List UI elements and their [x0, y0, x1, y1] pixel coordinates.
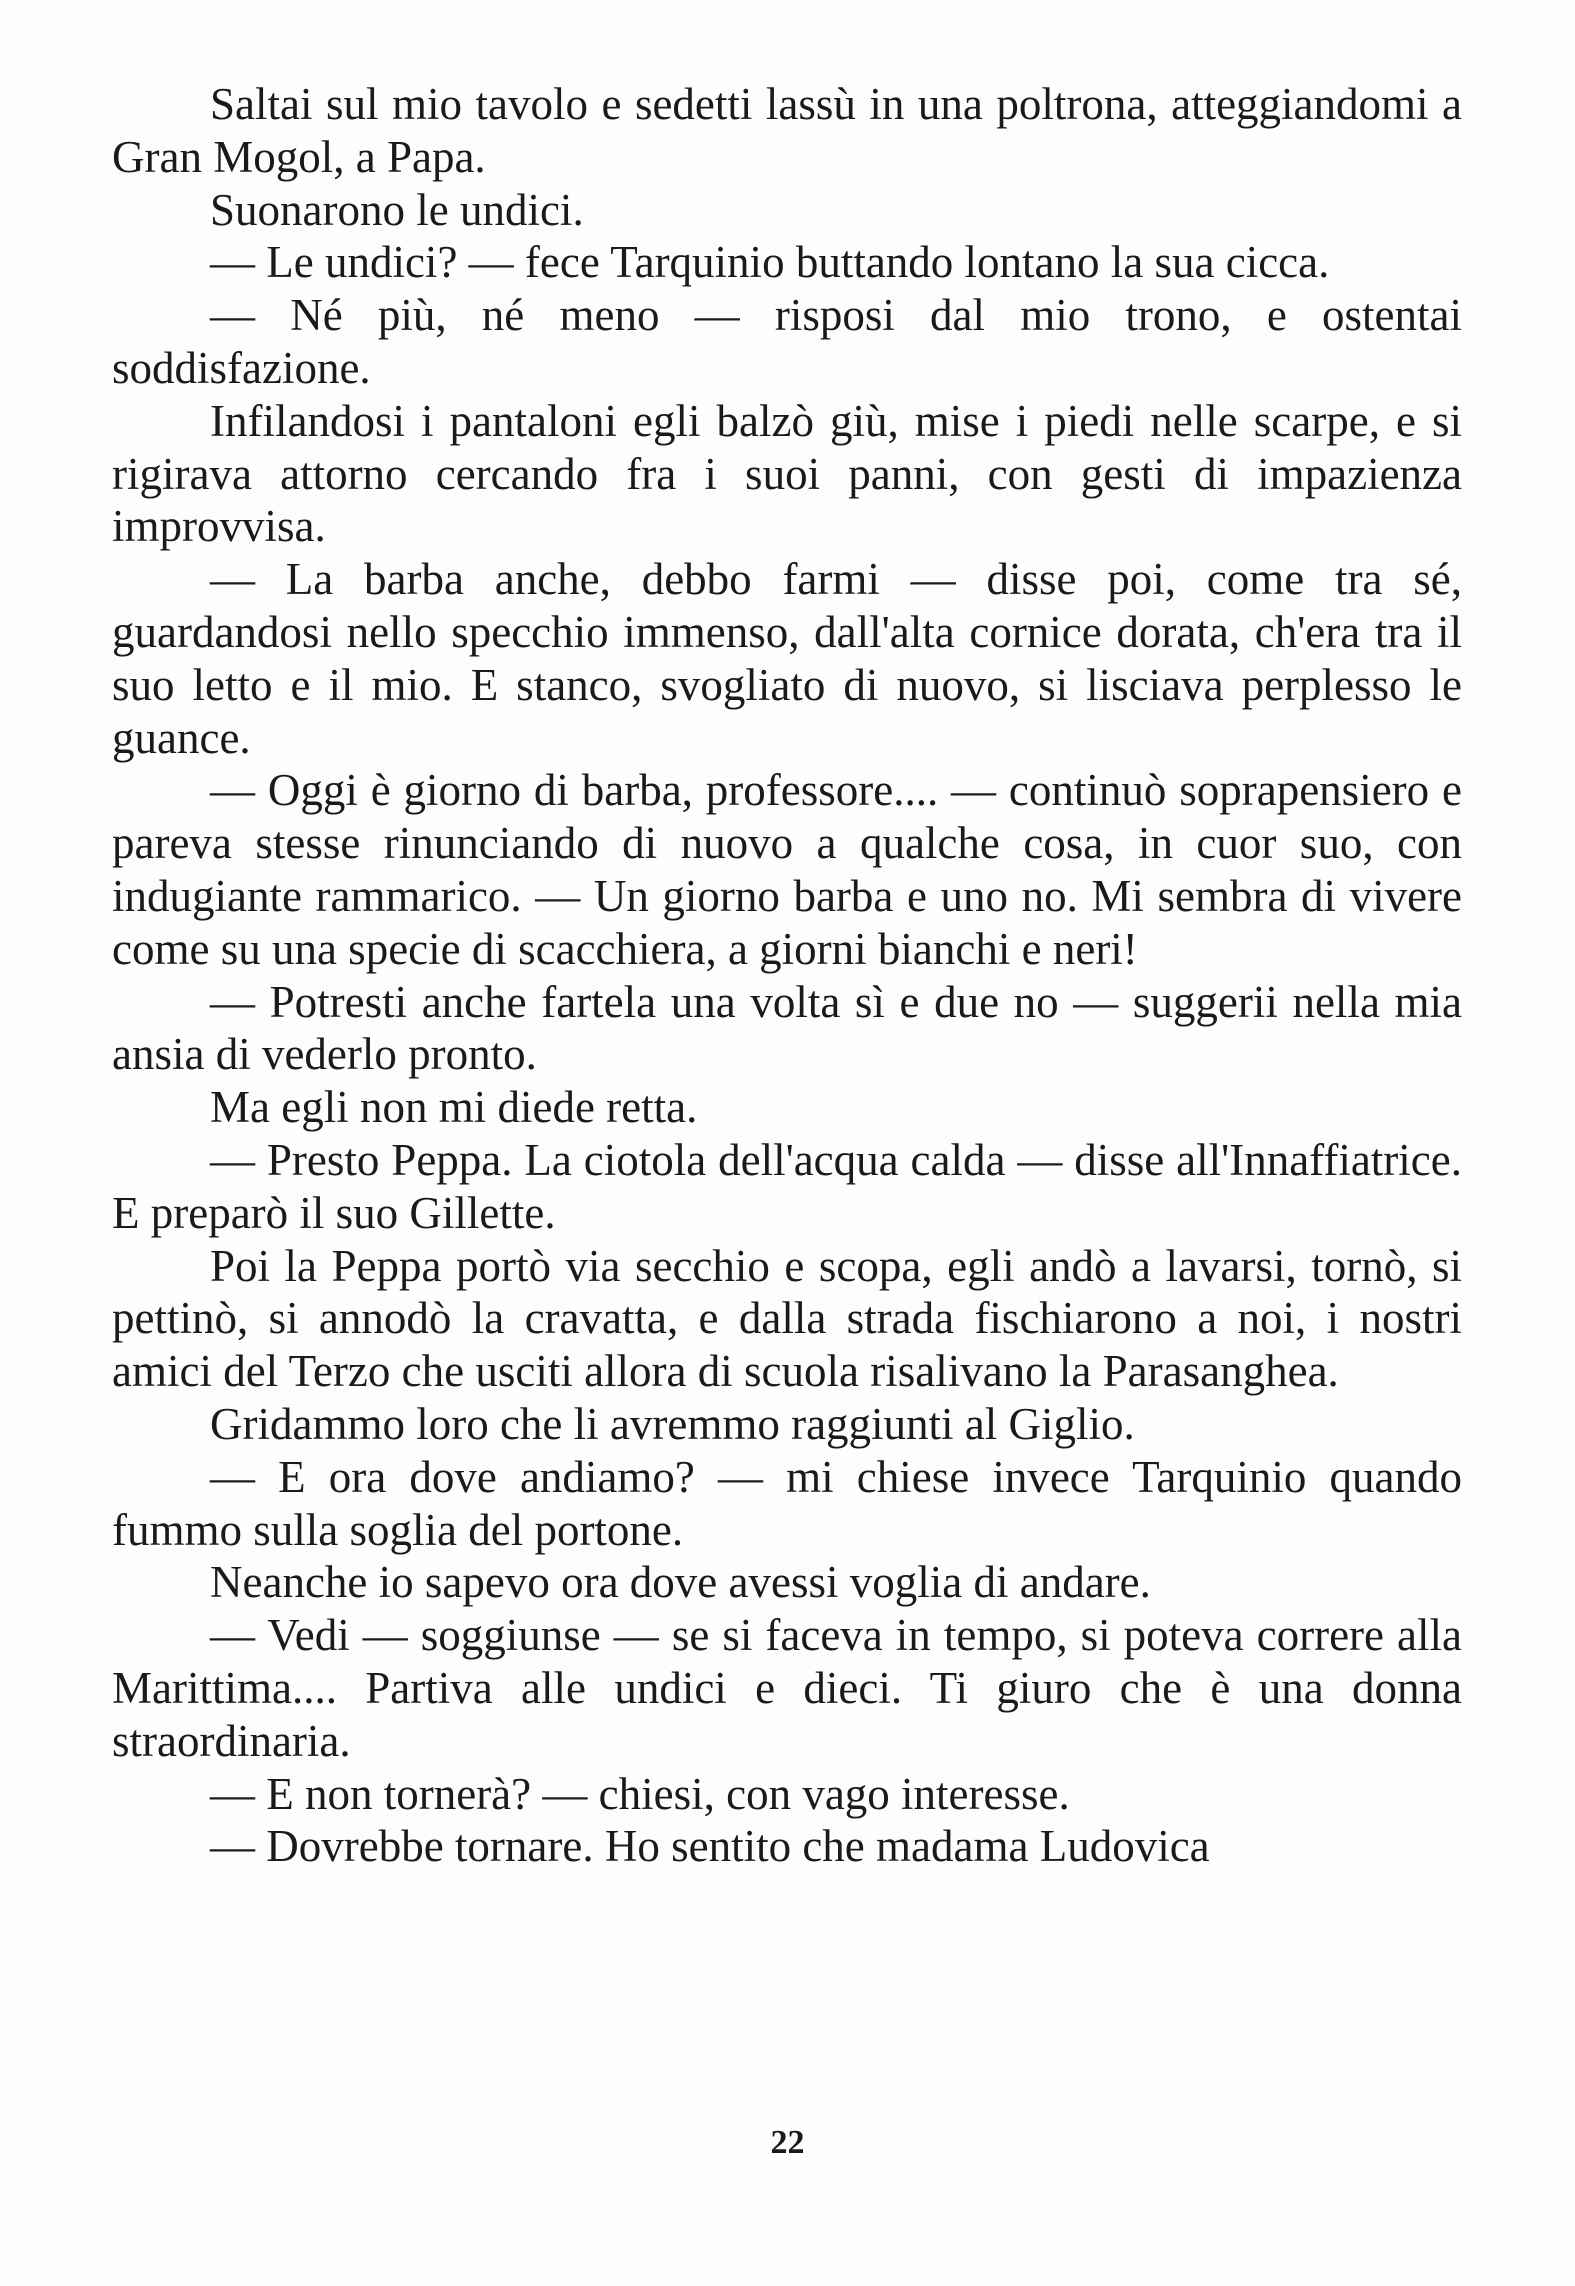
paragraph: Ma egli non mi diede retta. [210, 1082, 698, 1133]
page-number: 22 [770, 2124, 805, 2161]
paragraph: — Né più, né meno — risposi dal mio trono, e ostentai soddisfazione. [112, 290, 1462, 393]
paragraph: Gridammo loro che li avremmo raggiunti al Giglio. [210, 1398, 1135, 1449]
paragraph: — E ora dove andiamo? — mi chiese invece Tarquinio quando fummo sulla soglia del portone. [112, 1451, 1462, 1555]
paragraph: — Dovrebbe tornare. Ho sentito che madama Ludovica [210, 1821, 1210, 1872]
paragraph: — Le undici? — fece Tarquinio buttando lontano la sua cicca. [210, 237, 1330, 288]
paragraph: — Vedi — soggiunse — se si faceva in tempo, si poteva correre alla Marittima.... Partiva alle undici e dieci. Ti giuro che è una donna straordinaria. [112, 1610, 1462, 1766]
paragraph: — Potresti anche fartela una volta sì e due no — suggerii nella mia ansia di vederlo pronto. [112, 976, 1462, 1080]
body-text [112, 78, 1462, 1873]
paragraph: Suonarono le undici. [210, 184, 584, 235]
paragraph: Saltai sul mio tavolo e sedetti lassù in una poltrona, atteggiandomi a Gran Mogol, a Papa. [112, 79, 1462, 182]
paragraph: — E non tornerà? — chiesi, con vago interesse. [210, 1768, 1070, 1819]
paragraph: Neanche io sapevo ora dove avessi voglia di andare. [210, 1557, 1151, 1608]
paragraph: — Presto Peppa. La ciotola dell'acqua calda — disse all'Innaffiatrice. E preparò il suo Gillette. [112, 1134, 1462, 1238]
paragraph: Poi la Peppa portò via secchio e scopa, egli andò a lavarsi, tornò, si pettinò, si annodò la cravatta, e dalla strada fischiarono a noi, i nostri amici del Terzo che usciti allora di scuola risalivano la Parasanghea. [112, 1240, 1462, 1397]
paragraph: — La barba anche, debbo farmi — disse poi, come tra sé, guardandosi nello specchio immenso, dall'alta cornice dorata, ch'era tra il suo letto e il mio. E stanco, svogliato di nuovo, si lisciava perplesso le guance. [112, 554, 1462, 763]
paragraph: Infilandosi i pantaloni egli balzò giù, mise i piedi nelle scarpe, e si rigirava attorno cercando fra i suoi panni, con gesti di impazienza improvvisa. [112, 395, 1462, 552]
paragraph: — Oggi è giorno di barba, professore.... — continuò soprapensiero e pareva stesse rinunciando di nuovo a qualche cosa, in cuor suo, con indugiante rammarico. — Un giorno barba e uno no. Mi sembra di vivere come su una specie di scacchiera, a giorni bianchi e neri! [112, 765, 1462, 974]
